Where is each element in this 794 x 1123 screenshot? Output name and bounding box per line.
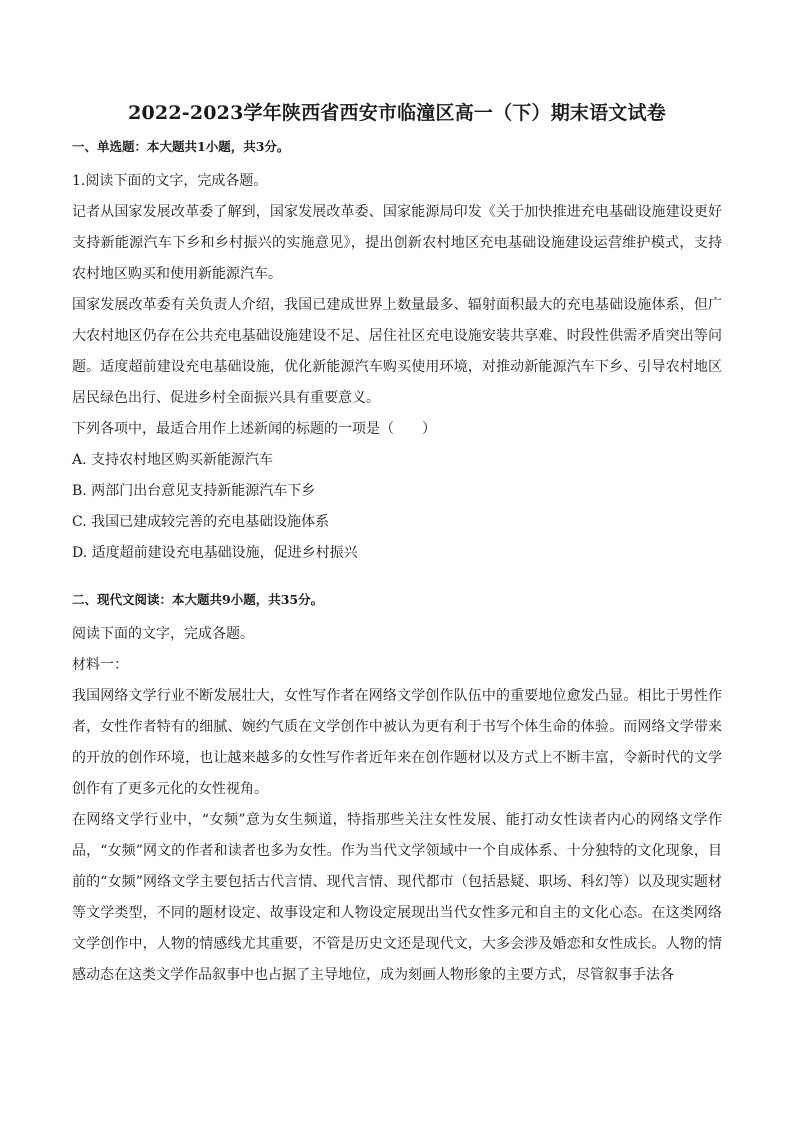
section-spacer	[72, 569, 722, 591]
option-a: A. 支持农村地区购买新能源汽车	[72, 452, 274, 468]
option-b: B. 两部门出台意见支持新能源汽车下乡	[72, 483, 316, 499]
material-paragraph-2: 在网络文学行业中，“女频”意为女生频道，特指那些关注女性发展、能打动女性读者内心的网络文学作品，“女频”网文的作者和读者也多为女性。作为当代文学领域中一个自成体系、十分独特的文化现象，目前的“女频”网络文学主要包括古代言情、现代言情、现代都市（包括悬疑、职场、科幻等）以及现实题材等文学类型，不同的题材设定、故事设定和人物设定展现出当代女性多元和自主的文化心态。在这类网络文学创作中，人物的情感线尤其重要，不管是历史文还是现代文，大多会涉及婚恋和女性成长。人物的情感动态在这类文学作品叙事中也占据了主导地位，成为刻画人物形象的主要方式，尽管叙事手法各	[72, 812, 722, 983]
question1-intro: 1.阅读下面的文字，完成各题。	[72, 173, 268, 189]
section-modern-reading	[72, 591, 722, 991]
section1-heading: 一、单选题：本大题共1小题，共3分。	[72, 139, 290, 154]
material-label: 材料一：	[72, 657, 128, 673]
exam-page	[72, 100, 722, 991]
section-single-choice	[72, 138, 722, 569]
option-c: C. 我国已建成较完善的充电基础设施体系	[72, 514, 330, 530]
section2-heading: 二、现代文阅读：本大题共9小题，共35分。	[72, 592, 324, 607]
news-paragraph-1: 记者从国家发展改革委了解到，国家发展改革委、国家能源局印发《关于加快推进充电基础设施建设更好支持新能源汽车下乡和乡村振兴的实施意见》，提出创新农村地区充电基础设施建设运营维护模式，支持农村地区购买和使用新能源汽车。	[72, 204, 722, 282]
material-paragraph-1: 我国网络文学行业不断发展壮大，女性写作者在网络文学创作队伍中的重要地位愈发凸显。相比于男性作者，女性作者特有的细腻、婉约气质在文学创作中被认为更有利于书写个体生命的体验。而网络文学带来的开放的创作环境，也让越来越多的女性写作者近年来在创作题材以及方式上不断丰富，令新时代的文学创作有了更多元化的女性视角。	[72, 688, 722, 797]
question1-stem: 下列各项中，最适合用作上述新闻的标题的一项是（ ）	[72, 421, 436, 437]
document-title: 2022-2023学年陕西省西安市临潼区高一（下）期末语文试卷	[128, 102, 666, 124]
section2-intro: 阅读下面的文字，完成各题。	[72, 626, 254, 642]
news-paragraph-2: 国家发展改革委有关负责人介绍，我国已建成世界上数量最多、辐射面积最大的充电基础设施体系，但广大农村地区仍存在公共充电基础设施建设不足、居住社区充电设施安装共享难、时段性供需矛盾突出等问题。适度超前建设充电基础设施，优化新能源汽车购买使用环境，对推动新能源汽车下乡、引导农村地区居民绿色出行、促进乡村全面振兴具有重要意义。	[72, 297, 722, 406]
option-d: D. 适度超前建设充电基础设施，促进乡村振兴	[72, 545, 358, 561]
